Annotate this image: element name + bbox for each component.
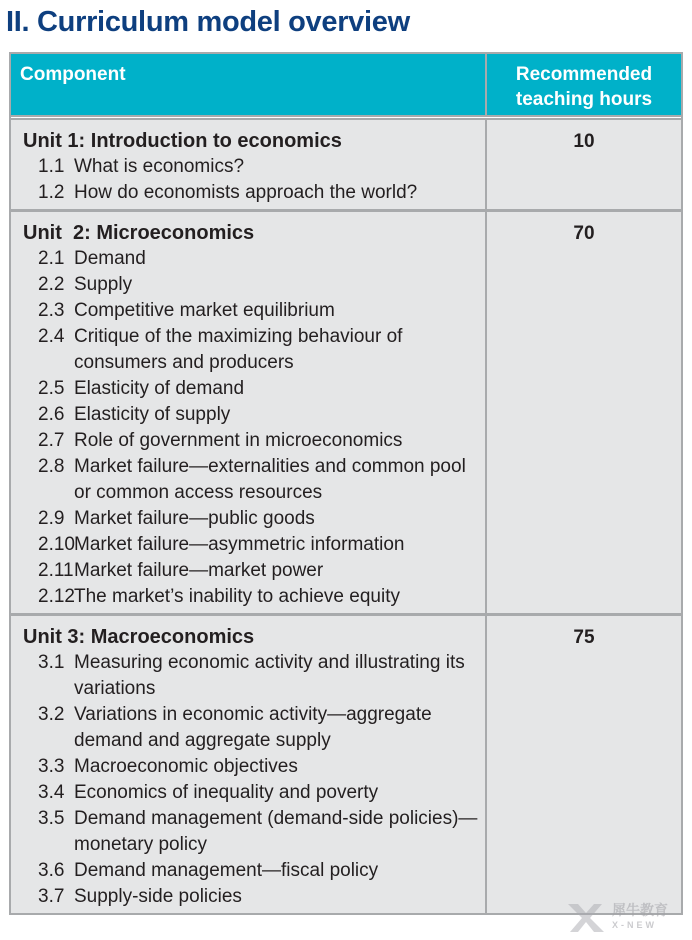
header-hours: Recommended teaching hours	[515, 64, 653, 110]
curriculum-table	[9, 52, 683, 915]
topic-text: Market failure—public goods	[74, 508, 315, 529]
unit-hours: 70	[573, 223, 595, 244]
unit-component-cell	[11, 616, 487, 913]
topic-text: Elasticity of supply	[74, 404, 231, 425]
topic-text: Role of government in microeconomics	[74, 430, 403, 451]
topic-text: Variations in economic activity—aggregate demand and aggregate supply	[74, 704, 432, 751]
topic-text: Supply	[74, 274, 133, 295]
unit-row	[11, 120, 681, 212]
watermark-cn: 犀牛教育	[612, 902, 668, 918]
topic-number: 2.2	[38, 274, 65, 295]
topic-text: Demand	[74, 248, 146, 269]
topic-number: 2.12	[38, 586, 75, 607]
topic-item	[23, 154, 485, 180]
topic-number: 1.1	[38, 156, 65, 177]
topic-text: Market failure—externalities and common pool or common access resources	[74, 456, 466, 503]
topic-number: 2.8	[38, 456, 65, 477]
topic-text: Supply-side policies	[74, 886, 242, 907]
topic-item	[23, 584, 485, 610]
topic-number: 3.7	[38, 886, 65, 907]
topic-text: The market’s inability to achieve equity	[74, 586, 400, 607]
topic-number: 2.4	[38, 326, 65, 347]
topic-number: 3.5	[38, 808, 65, 829]
topic-item	[23, 272, 485, 298]
unit-title: Unit 3: Macroeconomics	[23, 626, 255, 648]
topic-item	[23, 298, 485, 324]
topic-item	[23, 558, 485, 584]
topic-item	[23, 180, 485, 206]
topic-item	[23, 428, 485, 454]
topic-item	[23, 754, 485, 780]
topic-number: 3.4	[38, 782, 65, 803]
unit-component-cell	[11, 212, 487, 613]
topic-item	[23, 532, 485, 558]
topic-item	[23, 884, 485, 910]
topic-text: Demand management (demand-side policies)—monetary policy	[74, 808, 478, 855]
topic-item	[23, 650, 485, 702]
watermark-en: X-NEW	[612, 920, 657, 930]
topic-number: 2.5	[38, 378, 65, 399]
topic-number: 1.2	[38, 182, 65, 203]
watermark	[566, 898, 690, 938]
topic-number: 2.7	[38, 430, 65, 451]
unit-hours: 75	[573, 627, 595, 648]
unit-component-cell	[11, 120, 487, 209]
topic-number: 3.3	[38, 756, 65, 777]
topic-item	[23, 858, 485, 884]
topic-text: Elasticity of demand	[74, 378, 245, 399]
topic-item	[23, 402, 485, 428]
topic-text: Market failure—asymmetric information	[74, 534, 405, 555]
topic-text: Macroeconomic objectives	[74, 756, 298, 777]
header-component: Component	[11, 54, 487, 115]
topic-item	[23, 246, 485, 272]
page-title: II. Curriculum model overview	[6, 6, 410, 38]
topic-item	[23, 780, 485, 806]
topic-item	[23, 806, 485, 858]
topic-number: 2.3	[38, 300, 65, 321]
topic-number: 3.2	[38, 704, 65, 725]
topic-number: 2.9	[38, 508, 65, 529]
topic-text: Economics of inequality and poverty	[74, 782, 379, 803]
topic-item	[23, 454, 485, 506]
topic-text: Critique of the maximizing behaviour of consumers and producers	[74, 326, 403, 373]
topic-item	[23, 702, 485, 754]
rhino-logo-icon	[566, 900, 608, 936]
table-header	[11, 54, 681, 117]
topic-number: 3.6	[38, 860, 65, 881]
topic-text: Market failure—market power	[74, 560, 324, 581]
topic-text: Measuring economic activity and illustrating its variations	[74, 652, 465, 699]
topic-number: 2.6	[38, 404, 65, 425]
topic-text: Competitive market equilibrium	[74, 300, 335, 321]
topic-number: 2.1	[38, 248, 65, 269]
topic-item	[23, 376, 485, 402]
unit-row	[11, 616, 681, 913]
unit-rows	[11, 120, 681, 913]
topic-number: 2.10	[38, 534, 75, 555]
unit-title: Unit 1: Introduction to economics	[23, 130, 342, 152]
topic-text: Demand management—fiscal policy	[74, 860, 379, 881]
topic-item	[23, 324, 485, 376]
topic-item	[23, 506, 485, 532]
topic-text: What is economics?	[74, 156, 245, 177]
topic-text: How do economists approach the world?	[74, 182, 418, 203]
unit-title: Unit 2: Microeconomics	[23, 222, 255, 244]
unit-row	[11, 212, 681, 616]
topic-number: 2.11	[38, 560, 74, 581]
topic-number: 3.1	[38, 652, 65, 673]
unit-hours: 10	[573, 131, 595, 152]
